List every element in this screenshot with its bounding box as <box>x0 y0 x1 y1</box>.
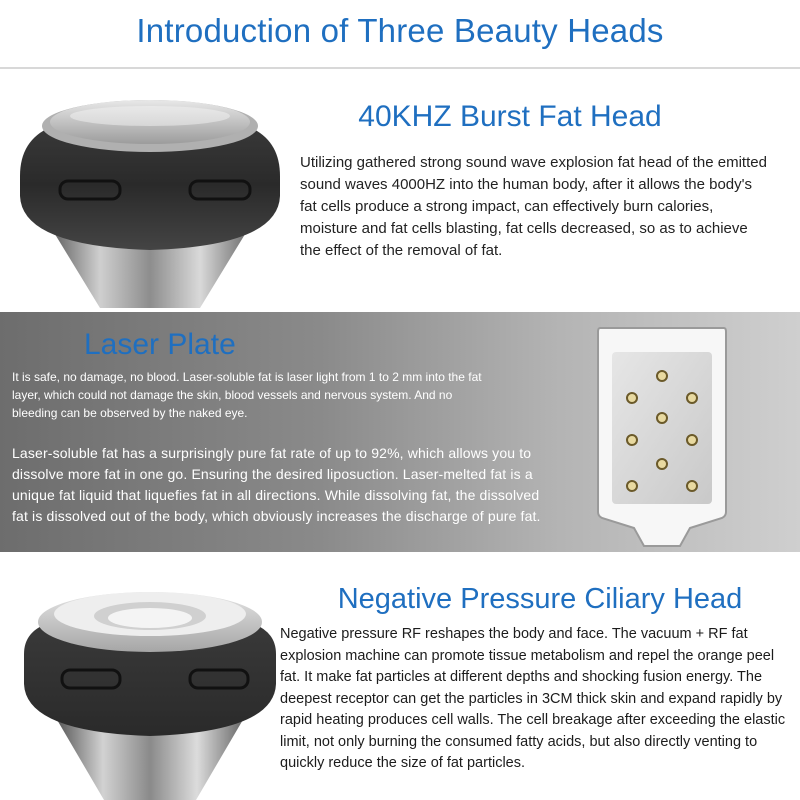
negative-pressure-head-title: Negative Pressure Ciliary Head <box>337 583 743 615</box>
laser-plate-title: Laser Plate <box>84 328 236 361</box>
laser-plate-description: Laser-soluble fat has a surprisingly pure fat rate of up to 92%, which allows you to dissolve more fat in one go. Ensuring the desired liposuction. Laser-melted fat is a unique fat liquid that liquefies fat in all directions. While dissolving fat, the dissolved fat is dissolved out of the body, which obviously increases the discharge of pure fat. <box>12 445 541 524</box>
burst-fat-head-description: Utilizing gathered strong sound wave explosion fat head of the emitted sound waves 4000HZ into the human body, after it allows the body's fat cells produce a strong impact, can effectively burn calories, moisture and fat cells blasting, fat cells decreased, so as to achieve the effect of the removal of fat. <box>300 154 767 259</box>
laser-plate-image <box>592 322 732 552</box>
page-title: Introduction of Three Beauty Heads <box>136 12 664 49</box>
negative-pressure-head-description: Negative pressure RF reshapes the body and face. The vacuum + RF fat explosion machine can promote tissue metabolism and repel the orange peel fat. It make fat particles at different depths and shocking fusion energy. The deepest receptor can get the particles in 3CM thick skin and expand rapidly by rapid heating produces cell walls. The cell breakage after exceeding the elastic limit, not only burning the consumed fatty acids, but also directly venting to quickly reduce the size of fat particles. <box>280 626 786 771</box>
negative-pressure-head-image <box>10 568 290 800</box>
burst-fat-head-image <box>10 86 290 308</box>
title-divider <box>0 67 800 69</box>
burst-fat-head-title: 40KHZ Burst Fat Head <box>358 100 662 133</box>
laser-plate-safety-text: It is safe, no damage, no blood. Laser-soluble fat is laser light from 1 to 2 mm into the fat layer, which could not damage the skin, blood vessels and nervous system. And no bleeding can be observed by the naked eye. <box>12 370 482 420</box>
